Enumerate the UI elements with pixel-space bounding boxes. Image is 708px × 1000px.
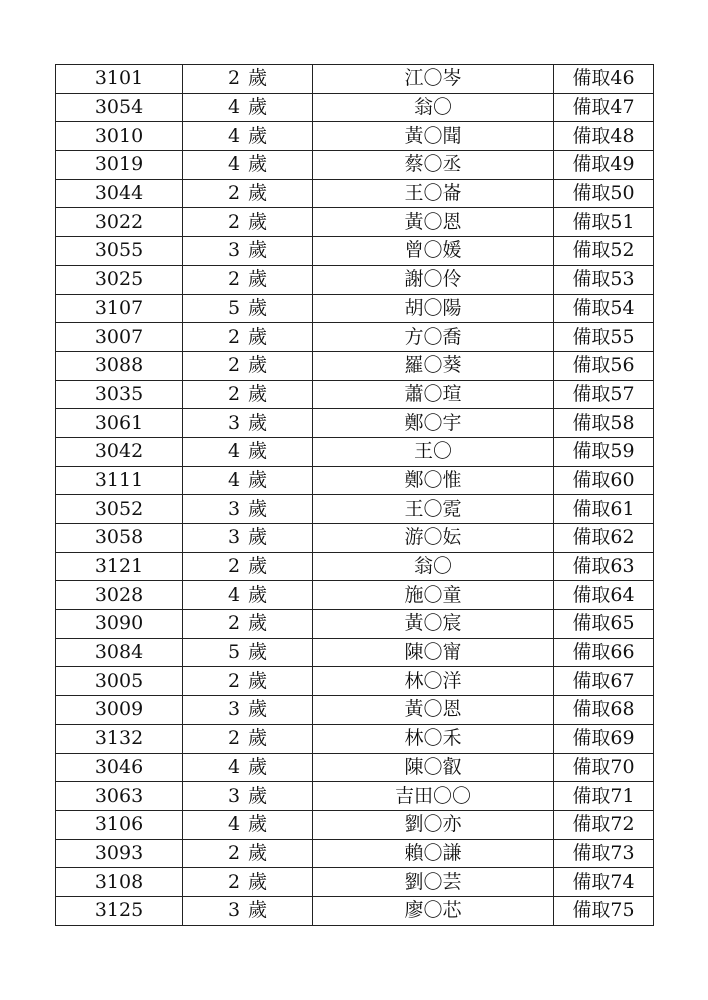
age-unit: 歲: [248, 354, 268, 377]
waitlist-status-cell: 備取61: [554, 495, 654, 524]
applicant-name-cell: 林〇洋: [313, 667, 554, 696]
applicant-id-cell: 3058: [56, 524, 183, 553]
applicant-id-cell: 3125: [56, 896, 183, 925]
applicant-id-cell: 3093: [56, 839, 183, 868]
age-value: 3: [227, 784, 241, 807]
waitlist-status-cell: 備取66: [554, 638, 654, 667]
applicant-name-cell: 劉〇亦: [313, 810, 554, 839]
age-cell: [183, 237, 313, 266]
age-value: 3: [227, 526, 241, 549]
waitlist-status-cell: 備取70: [554, 753, 654, 782]
age-unit: 歲: [248, 239, 268, 262]
table-row: [56, 437, 654, 466]
waitlist-status-cell: 備取71: [554, 782, 654, 811]
applicant-id-cell: 3088: [56, 351, 183, 380]
age-value: 3: [227, 239, 241, 262]
age-cell: [183, 93, 313, 122]
age-unit: 歲: [248, 612, 268, 635]
applicant-name-cell: 江〇岑: [313, 65, 554, 94]
waitlist-status-cell: 備取47: [554, 93, 654, 122]
age-value: 2: [227, 555, 241, 578]
age-cell: [183, 466, 313, 495]
applicant-id-cell: 3106: [56, 810, 183, 839]
table-row: [56, 208, 654, 237]
age-cell: [183, 380, 313, 409]
age-cell: [183, 610, 313, 639]
age-cell: [183, 151, 313, 180]
table-row: [56, 466, 654, 495]
table-row: [56, 753, 654, 782]
age-cell: [183, 868, 313, 897]
applicant-id-cell: 3046: [56, 753, 183, 782]
age-value: 4: [227, 96, 241, 119]
age-value: 4: [227, 583, 241, 606]
age-value: 4: [227, 153, 241, 176]
applicant-id-cell: 3022: [56, 208, 183, 237]
age-unit: 歲: [248, 411, 268, 434]
age-cell: [183, 323, 313, 352]
age-unit: 歲: [248, 555, 268, 578]
age-value: 5: [227, 641, 241, 664]
waitlist-status-cell: 備取63: [554, 552, 654, 581]
age-unit: 歲: [248, 784, 268, 807]
applicant-id-cell: 3107: [56, 294, 183, 323]
age-value: 2: [227, 870, 241, 893]
table-row: [56, 896, 654, 925]
age-cell: [183, 896, 313, 925]
table-row: [56, 237, 654, 266]
age-cell: [183, 810, 313, 839]
age-unit: 歲: [248, 583, 268, 606]
applicant-name-cell: 黃〇恩: [313, 696, 554, 725]
age-cell: [183, 294, 313, 323]
waitlist-status-cell: 備取55: [554, 323, 654, 352]
age-cell: [183, 782, 313, 811]
applicant-name-cell: 賴〇謙: [313, 839, 554, 868]
applicant-name-cell: 廖〇芯: [313, 896, 554, 925]
age-cell: [183, 724, 313, 753]
age-unit: 歲: [248, 182, 268, 205]
age-unit: 歲: [248, 755, 268, 778]
age-cell: [183, 351, 313, 380]
waitlist-status-cell: 備取68: [554, 696, 654, 725]
applicant-name-cell: 游〇妘: [313, 524, 554, 553]
applicant-name-cell: 翁〇: [313, 93, 554, 122]
applicant-name-cell: 王〇霓: [313, 495, 554, 524]
age-unit: 歲: [248, 382, 268, 405]
waitlist-status-cell: 備取54: [554, 294, 654, 323]
age-value: 2: [227, 325, 241, 348]
applicant-name-cell: 王〇崙: [313, 179, 554, 208]
age-value: 4: [227, 813, 241, 836]
applicant-name-cell: 施〇童: [313, 581, 554, 610]
age-value: 2: [227, 382, 241, 405]
waitlist-status-cell: 備取72: [554, 810, 654, 839]
waitlist-status-cell: 備取50: [554, 179, 654, 208]
waitlist-status-cell: 備取52: [554, 237, 654, 266]
age-value: 2: [227, 354, 241, 377]
age-unit: 歲: [248, 526, 268, 549]
applicant-id-cell: 3084: [56, 638, 183, 667]
age-unit: 歲: [248, 813, 268, 836]
table-row: [56, 667, 654, 696]
applicant-name-cell: 鄭〇惟: [313, 466, 554, 495]
age-unit: 歲: [248, 210, 268, 233]
age-cell: [183, 208, 313, 237]
age-unit: 歲: [248, 124, 268, 147]
table-row: [56, 122, 654, 151]
applicant-name-cell: 王〇: [313, 437, 554, 466]
applicant-id-cell: 3055: [56, 237, 183, 266]
table-row: [56, 552, 654, 581]
applicant-name-cell: 鄭〇宇: [313, 409, 554, 438]
waitlist-status-cell: 備取53: [554, 265, 654, 294]
waitlist-status-cell: 備取65: [554, 610, 654, 639]
waitlist-status-cell: 備取46: [554, 65, 654, 94]
table-row: [56, 810, 654, 839]
age-value: 5: [227, 296, 241, 319]
age-value: 2: [227, 841, 241, 864]
age-value: 2: [227, 182, 241, 205]
age-cell: [183, 753, 313, 782]
applicant-name-cell: 陳〇叡: [313, 753, 554, 782]
age-unit: 歲: [248, 727, 268, 750]
age-unit: 歲: [248, 841, 268, 864]
table-row: [56, 610, 654, 639]
table-row: [56, 524, 654, 553]
waitlist-status-cell: 備取74: [554, 868, 654, 897]
waitlist-status-cell: 備取51: [554, 208, 654, 237]
table-row: [56, 495, 654, 524]
age-value: 2: [227, 268, 241, 291]
waitlist-status-cell: 備取59: [554, 437, 654, 466]
age-cell: [183, 552, 313, 581]
age-cell: [183, 65, 313, 94]
waitlist-status-cell: 備取56: [554, 351, 654, 380]
waitlist-status-cell: 備取48: [554, 122, 654, 151]
applicant-name-cell: 黃〇恩: [313, 208, 554, 237]
age-unit: 歲: [248, 153, 268, 176]
applicant-id-cell: 3061: [56, 409, 183, 438]
age-value: 2: [227, 67, 241, 90]
table-row: [56, 581, 654, 610]
age-unit: 歲: [248, 698, 268, 721]
age-cell: [183, 179, 313, 208]
applicant-name-cell: 曾〇媛: [313, 237, 554, 266]
age-unit: 歲: [248, 296, 268, 319]
applicant-name-cell: 蔡〇丞: [313, 151, 554, 180]
age-cell: [183, 122, 313, 151]
age-unit: 歲: [248, 67, 268, 90]
age-cell: [183, 409, 313, 438]
table-row: [56, 380, 654, 409]
age-cell: [183, 696, 313, 725]
age-cell: [183, 495, 313, 524]
applicant-id-cell: 3007: [56, 323, 183, 352]
applicant-id-cell: 3044: [56, 179, 183, 208]
table-row: [56, 65, 654, 94]
applicant-id-cell: 3042: [56, 437, 183, 466]
waitlist-table-body: [56, 65, 654, 926]
age-unit: 歲: [248, 96, 268, 119]
waitlist-status-cell: 備取62: [554, 524, 654, 553]
waitlist-status-cell: 備取75: [554, 896, 654, 925]
age-value: 3: [227, 899, 241, 922]
table-row: [56, 93, 654, 122]
age-cell: [183, 839, 313, 868]
age-value: 2: [227, 669, 241, 692]
applicant-name-cell: 翁〇: [313, 552, 554, 581]
applicant-name-cell: 蕭〇瑄: [313, 380, 554, 409]
age-unit: 歲: [248, 325, 268, 348]
age-unit: 歲: [248, 268, 268, 291]
applicant-name-cell: 謝〇伶: [313, 265, 554, 294]
waitlist-status-cell: 備取69: [554, 724, 654, 753]
table-row: [56, 294, 654, 323]
applicant-id-cell: 3090: [56, 610, 183, 639]
applicant-id-cell: 3101: [56, 65, 183, 94]
age-unit: 歲: [248, 641, 268, 664]
age-unit: 歲: [248, 440, 268, 463]
applicant-name-cell: 胡〇陽: [313, 294, 554, 323]
age-value: 4: [227, 755, 241, 778]
waitlist-table: [55, 64, 654, 926]
table-row: [56, 724, 654, 753]
waitlist-status-cell: 備取64: [554, 581, 654, 610]
age-value: 4: [227, 440, 241, 463]
age-unit: 歲: [248, 497, 268, 520]
age-unit: 歲: [248, 468, 268, 491]
applicant-id-cell: 3010: [56, 122, 183, 151]
applicant-name-cell: 林〇禾: [313, 724, 554, 753]
applicant-id-cell: 3108: [56, 868, 183, 897]
age-cell: [183, 667, 313, 696]
waitlist-status-cell: 備取57: [554, 380, 654, 409]
age-value: 2: [227, 612, 241, 635]
age-unit: 歲: [248, 899, 268, 922]
age-value: 4: [227, 124, 241, 147]
applicant-id-cell: 3028: [56, 581, 183, 610]
age-value: 3: [227, 411, 241, 434]
waitlist-status-cell: 備取67: [554, 667, 654, 696]
age-value: 2: [227, 210, 241, 233]
table-row: [56, 151, 654, 180]
table-row: [56, 323, 654, 352]
waitlist-status-cell: 備取58: [554, 409, 654, 438]
applicant-name-cell: 羅〇葵: [313, 351, 554, 380]
age-unit: 歲: [248, 870, 268, 893]
age-cell: [183, 265, 313, 294]
age-unit: 歲: [248, 669, 268, 692]
applicant-name-cell: 陳〇甯: [313, 638, 554, 667]
applicant-name-cell: 吉田〇〇: [313, 782, 554, 811]
applicant-name-cell: 方〇喬: [313, 323, 554, 352]
applicant-name-cell: 劉〇芸: [313, 868, 554, 897]
age-cell: [183, 524, 313, 553]
age-value: 2: [227, 727, 241, 750]
waitlist-status-cell: 備取60: [554, 466, 654, 495]
age-cell: [183, 581, 313, 610]
applicant-id-cell: 3009: [56, 696, 183, 725]
applicant-id-cell: 3005: [56, 667, 183, 696]
age-cell: [183, 437, 313, 466]
applicant-name-cell: 黃〇宸: [313, 610, 554, 639]
age-value: 4: [227, 468, 241, 491]
waitlist-status-cell: 備取49: [554, 151, 654, 180]
applicant-id-cell: 3121: [56, 552, 183, 581]
table-row: [56, 696, 654, 725]
table-row: [56, 265, 654, 294]
table-row: [56, 409, 654, 438]
waitlist-status-cell: 備取73: [554, 839, 654, 868]
applicant-id-cell: 3054: [56, 93, 183, 122]
table-row: [56, 638, 654, 667]
applicant-id-cell: 3035: [56, 380, 183, 409]
age-value: 3: [227, 698, 241, 721]
applicant-name-cell: 黃〇聞: [313, 122, 554, 151]
applicant-id-cell: 3132: [56, 724, 183, 753]
applicant-id-cell: 3019: [56, 151, 183, 180]
applicant-id-cell: 3111: [56, 466, 183, 495]
applicant-id-cell: 3063: [56, 782, 183, 811]
table-row: [56, 179, 654, 208]
age-value: 3: [227, 497, 241, 520]
table-row: [56, 868, 654, 897]
applicant-id-cell: 3052: [56, 495, 183, 524]
table-row: [56, 839, 654, 868]
applicant-id-cell: 3025: [56, 265, 183, 294]
table-row: [56, 782, 654, 811]
table-row: [56, 351, 654, 380]
age-cell: [183, 638, 313, 667]
